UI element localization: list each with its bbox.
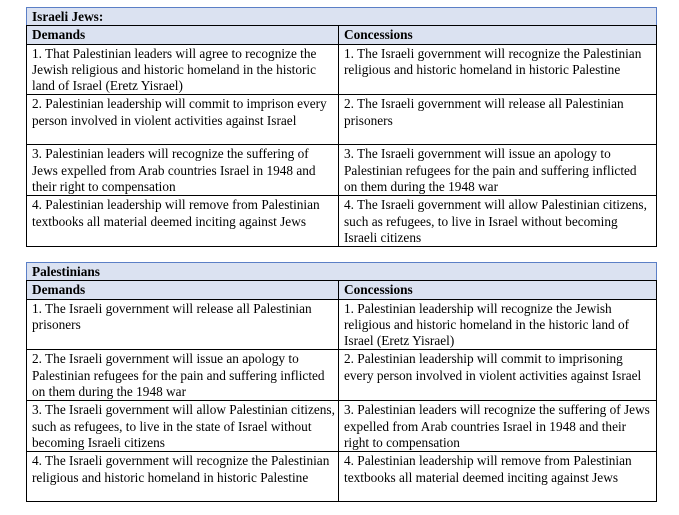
israeli-concession-2: 2. The Israeli government will release all Palestinian prisoners [339,95,657,145]
israeli-demand-4: 4. Palestinian leadership will remove from Palestinian textbooks all material deemed inciting against Jews [27,196,339,247]
table-row [27,44,657,95]
palestinian-concessions-header: Concessions [339,281,657,299]
table-row [27,299,657,350]
palestinian-demand-4: 4. The Israeli government will recognize the Palestinian religious and historic homeland in historic Palestine [27,452,339,502]
palestinians-title: Palestinians [27,263,657,281]
palestinian-concession-1: 1. Palestinian leadership will recognize the Jewish religious and historic homeland in the historic land of Israel (Eretz Yisrael) [339,299,657,350]
table-row [27,95,657,145]
table-row [27,350,657,401]
palestinian-concession-3: 3. Palestinian leaders will recognize the suffering of Jews expelled from Arab countries Israel in 1948 and their right to compensation [339,401,657,452]
israeli-jews-title: Israeli Jews: [27,8,657,26]
israeli-concession-1: 1. The Israeli government will recognize the Palestinian religious and historic homeland in historic Palestine [339,44,657,95]
table-row [27,452,657,502]
israeli-jews-table [26,7,657,247]
palestinian-demand-3: 3. The Israeli government will allow Palestinian citizens, such as refugees, to live in the state of Israel without becoming Israeli citizens [27,401,339,452]
table-row [27,145,657,196]
table-row [27,401,657,452]
israeli-concession-4: 4. The Israeli government will allow Palestinian citizens, such as refugees, to live in Israel without becoming Israeli citizens [339,196,657,247]
palestinian-demand-2: 2. The Israeli government will issue an apology to Palestinian refugees for the pain and suffering inflicted on them during the 1948 war [27,350,339,401]
israeli-demand-2: 2. Palestinian leadership will commit to imprison every person involved in violent activities against Israel [27,95,339,145]
israeli-demand-1: 1. That Palestinian leaders will agree to recognize the Jewish religious and historic homeland in the historic land of Israel (Eretz Yisrael) [27,44,339,95]
israeli-demands-header: Demands [27,26,339,44]
palestinians-table-block [26,262,656,502]
israeli-jews-table-block [26,7,656,247]
israeli-concessions-header: Concessions [339,26,657,44]
palestinian-demands-header: Demands [27,281,339,299]
israeli-demand-3: 3. Palestinian leaders will recognize the suffering of Jews expelled from Arab countries Israel in 1948 and their right to compensation [27,145,339,196]
table-row [27,196,657,247]
palestinians-table [26,262,657,502]
palestinian-concession-4: 4. Palestinian leadership will remove from Palestinian textbooks all material deemed inciting against Jews [339,452,657,502]
palestinian-demand-1: 1. The Israeli government will release all Palestinian prisoners [27,299,339,350]
palestinian-concession-2: 2. Palestinian leadership will commit to imprisoning every person involved in violent activities against Israel [339,350,657,401]
israeli-concession-3: 3. The Israeli government will issue an apology to Palestinian refugees for the pain and suffering inflicted on them during the 1948 war [339,145,657,196]
